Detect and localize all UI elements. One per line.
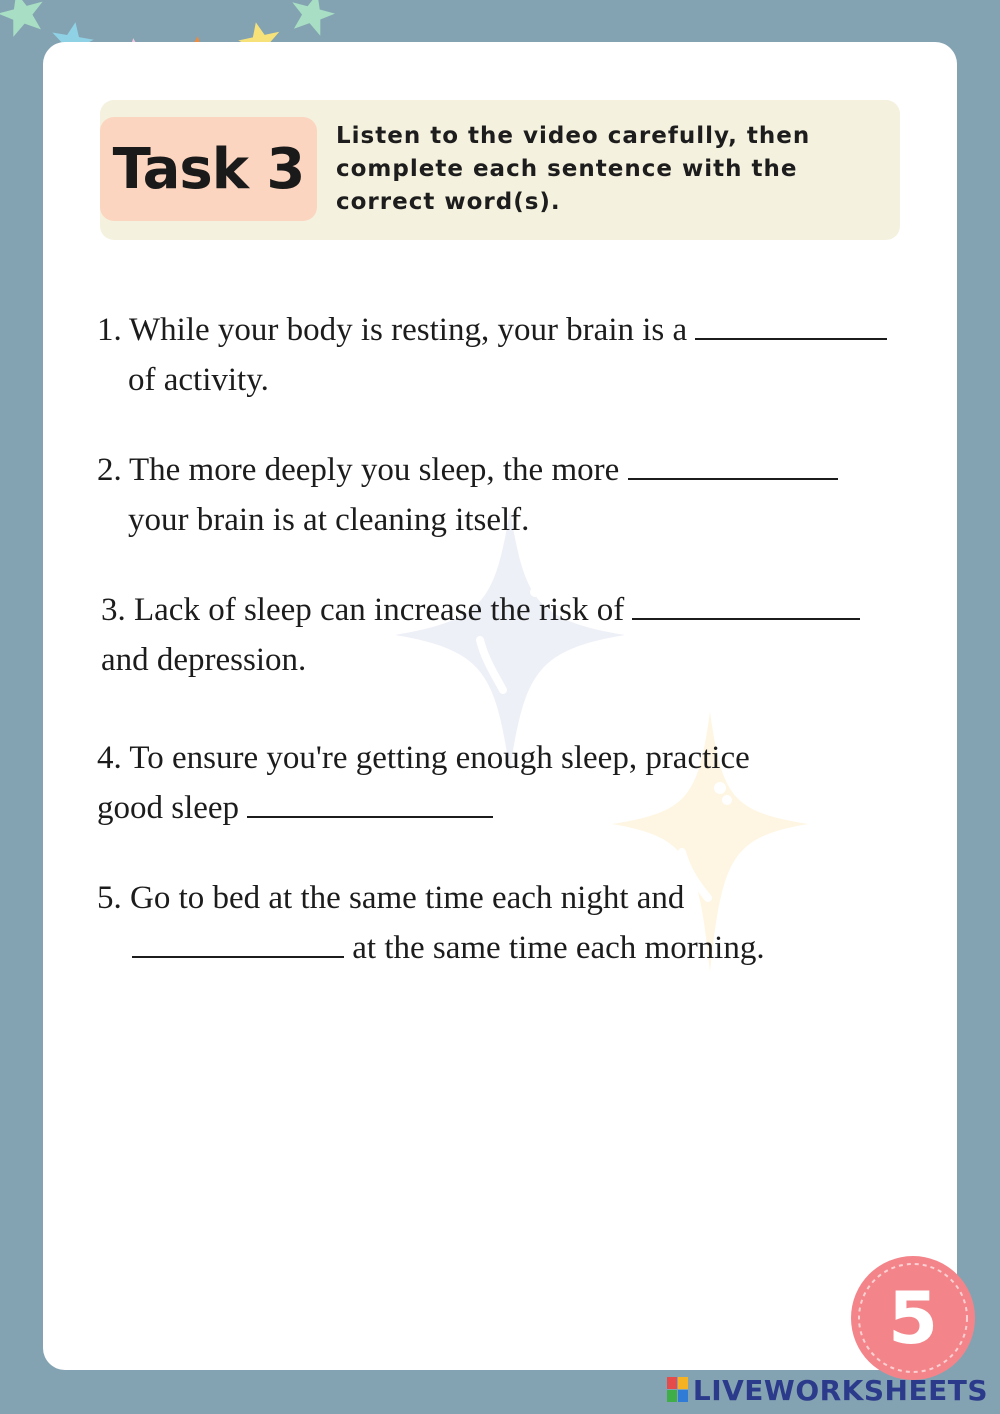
star-icon — [286, 0, 339, 38]
answer-blank-5[interactable] — [132, 926, 344, 958]
liveworksheets-logo-icon — [667, 1377, 689, 1403]
question-text: The more deeply you sleep, the more — [129, 452, 620, 488]
question-1 — [97, 305, 967, 405]
question-text: While your body is resting, your brain is a — [129, 312, 688, 348]
question-text: Lack of sleep can increase the risk of — [134, 592, 625, 628]
question-3 — [101, 585, 961, 685]
task-title: Task 3 — [100, 117, 317, 221]
page-number: 5 — [887, 1276, 939, 1360]
task-instruction: Listen to the video carefully, then complete each sentence with the correct word(s). — [336, 123, 811, 215]
question-4 — [97, 733, 957, 833]
question-5 — [97, 873, 957, 973]
question-number: 4. — [97, 740, 122, 776]
star-icon — [0, 0, 49, 39]
task-header — [100, 100, 900, 240]
question-number: 5. — [97, 880, 122, 916]
answer-blank-4[interactable] — [247, 786, 493, 818]
question-number: 3. — [101, 592, 126, 628]
question-2 — [97, 445, 957, 545]
question-number: 2. — [97, 452, 122, 488]
answer-blank-3[interactable] — [632, 588, 860, 620]
question-number: 1. — [97, 312, 122, 348]
question-text-continued: at the same time each morning. — [352, 930, 765, 966]
question-text-continued: and depression. — [101, 642, 307, 678]
question-text: To ensure you're getting enough sleep, practice — [129, 740, 750, 776]
question-text-continued: your brain is at cleaning itself. — [128, 502, 530, 538]
question-text: Go to bed at the same time each night and — [130, 880, 685, 916]
question-text-continued: of activity. — [128, 362, 269, 398]
brand-name: LIVEWORKSHEETS — [692, 1373, 988, 1407]
page-number-badge — [850, 1255, 976, 1381]
answer-blank-2[interactable] — [628, 448, 838, 480]
answer-blank-1[interactable] — [695, 308, 887, 340]
footer-brand[interactable] — [667, 1372, 988, 1408]
question-text-continued: good sleep — [97, 790, 240, 826]
